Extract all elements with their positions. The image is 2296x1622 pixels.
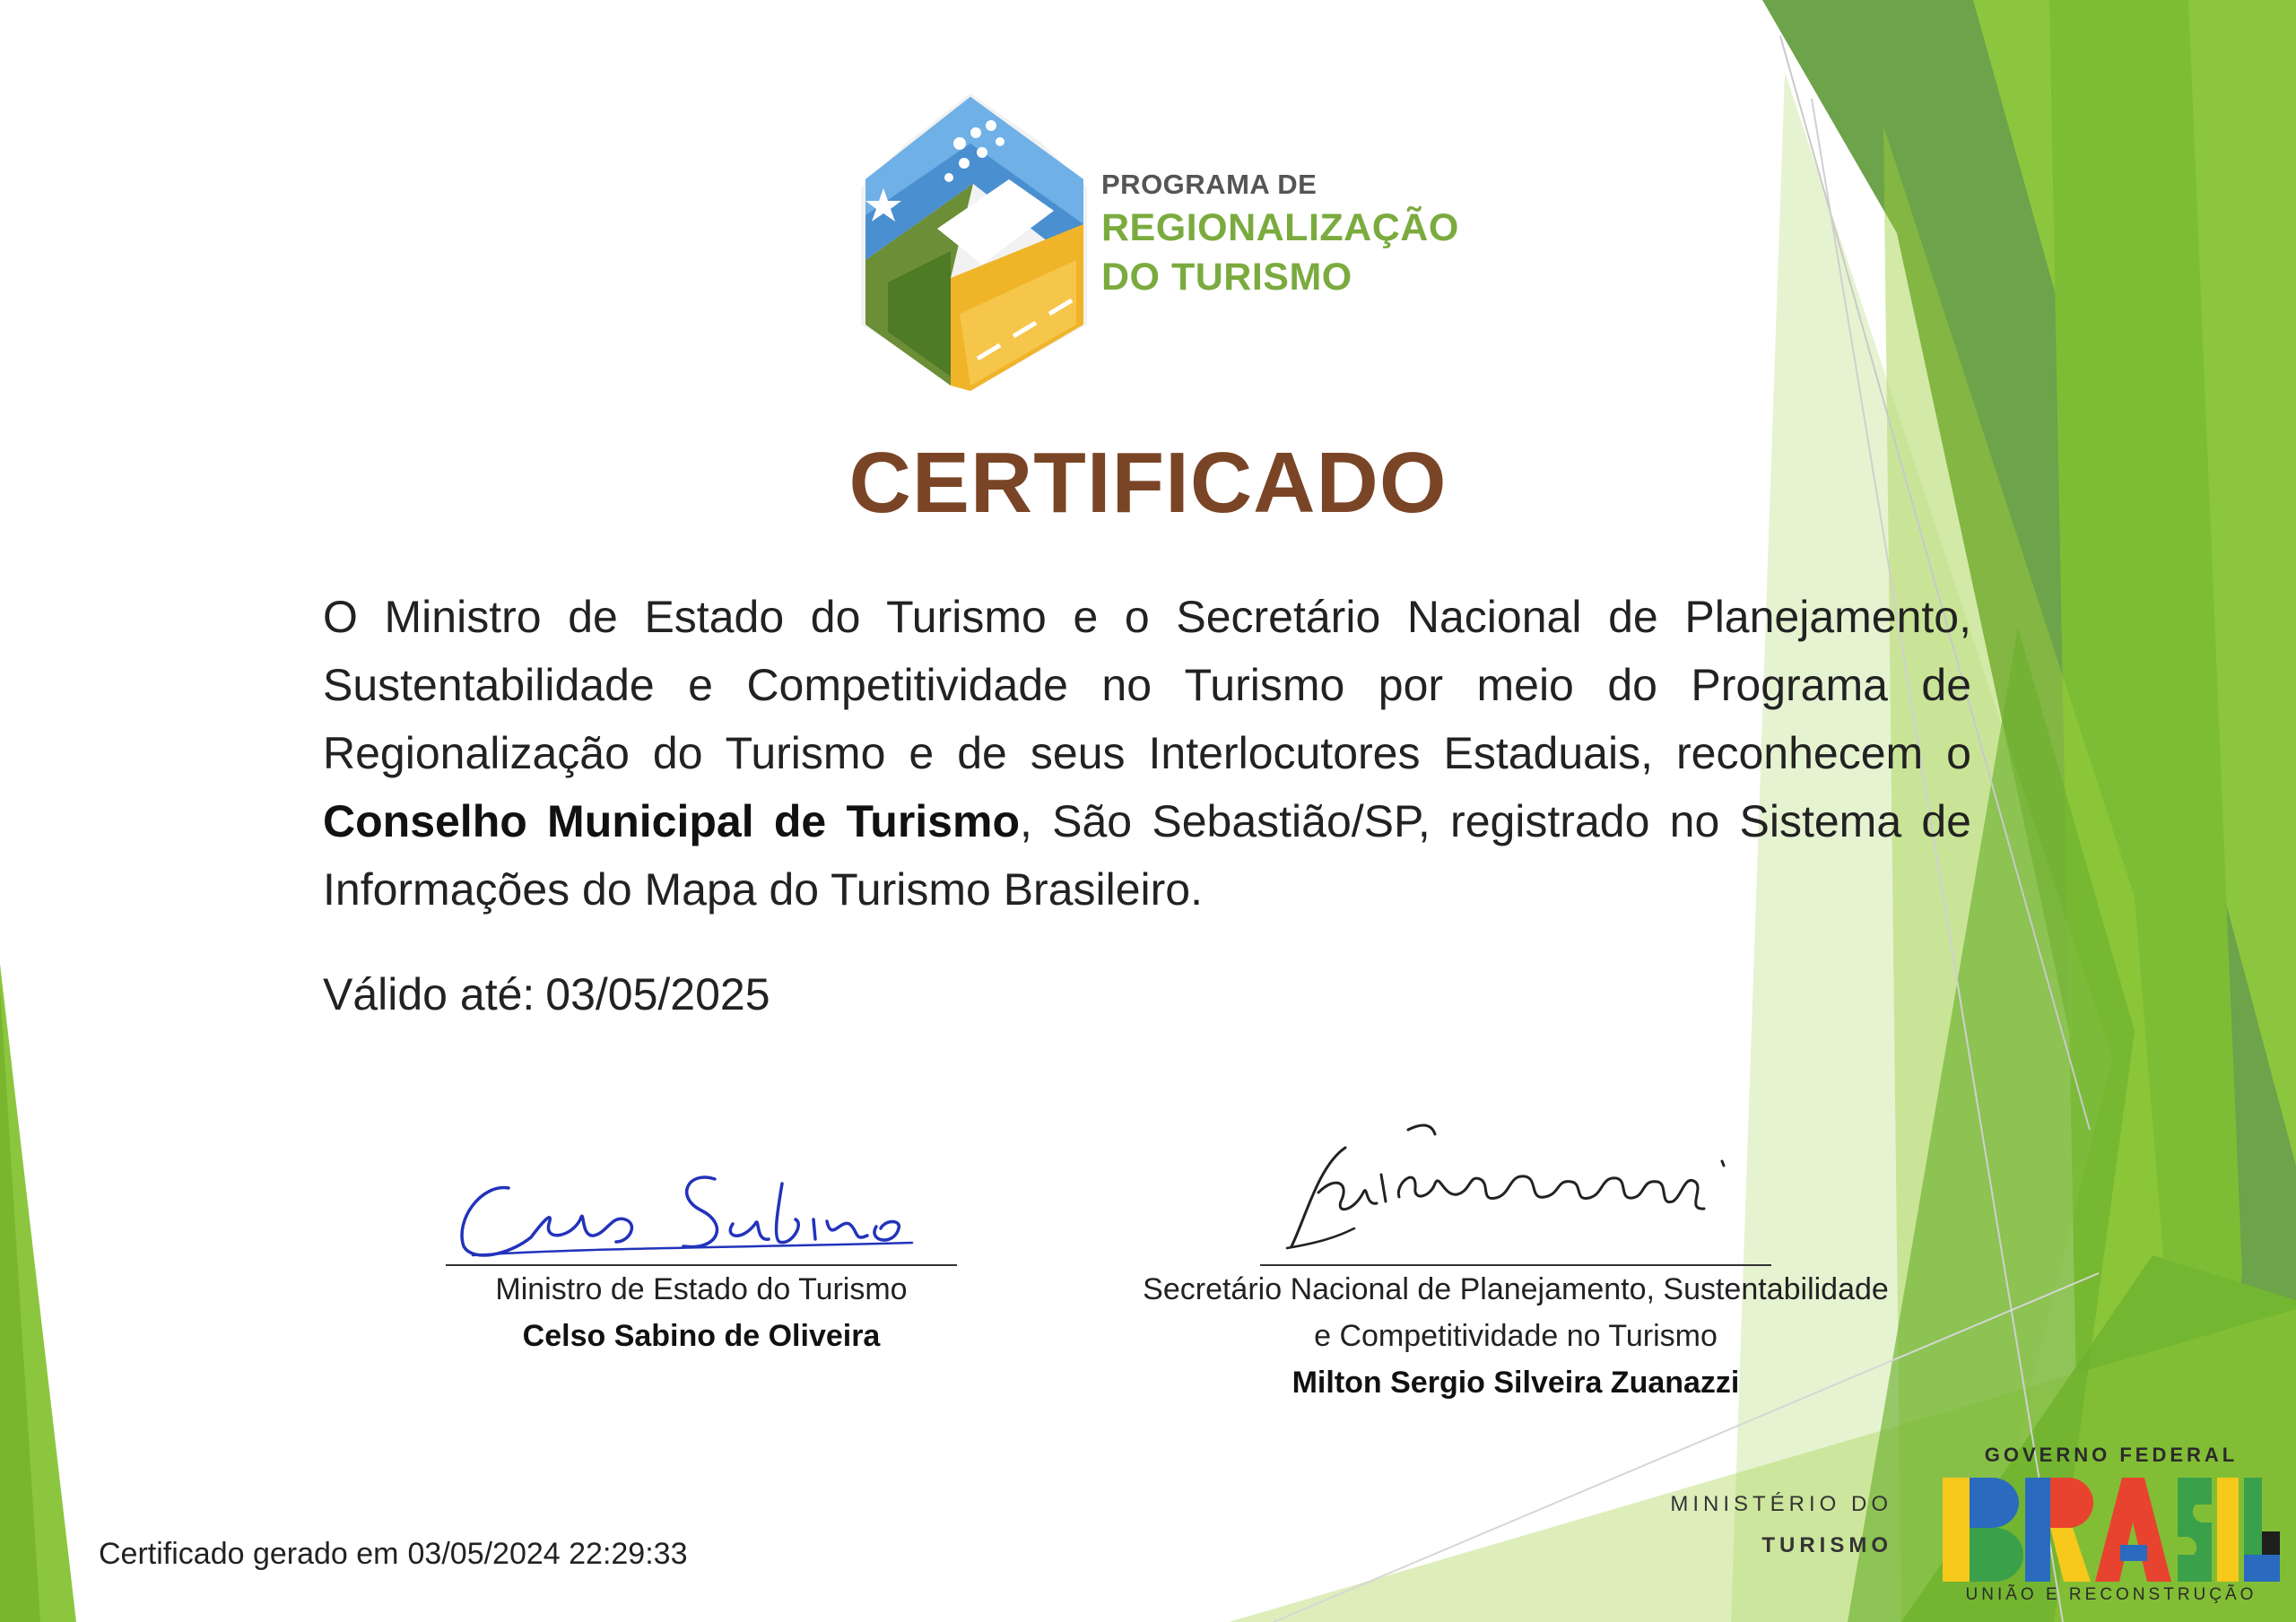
certificate-body: [323, 583, 1971, 924]
certificate-title: CERTIFICADO: [848, 435, 1448, 531]
gov-logo-top-text: GOVERNO FEDERAL: [1984, 1444, 2239, 1466]
secretary-name: Milton Sergio Silveira Zuanazzi: [1292, 1366, 1740, 1400]
validity-date: 03/05/2025: [545, 969, 770, 1019]
validity-label: Válido até:: [323, 969, 535, 1019]
ministry-line1: MINISTÉRIO DO: [1670, 1492, 1892, 1516]
federal-government-logo: [1943, 1444, 2280, 1614]
secretary-signature-block: [1103, 1112, 1928, 1406]
generated-timestamp: [99, 1537, 687, 1572]
secretary-role-line1: Secretário Nacional de Planejamento, Sustentabilidade: [1143, 1272, 1889, 1306]
logo-text-line1: PROGRAMA DE: [1101, 169, 1318, 200]
body-rest: , São Sebastião/SP, registrado no Sistema de Informações do Mapa do Turismo Brasileiro.: [323, 796, 1971, 915]
logo-text-line3: DO TURISMO: [1101, 256, 1352, 299]
secretary-role-line2: e Competitividade no Turismo: [1314, 1319, 1718, 1353]
gov-logo-bottom-text: UNIÃO E RECONSTRUÇÃO: [1965, 1585, 2257, 1604]
generated-label: Certificado gerado em: [99, 1537, 399, 1571]
generated-datetime: 03/05/2024 22:29:33: [407, 1537, 688, 1571]
regionalization-program-logo: [852, 90, 1459, 399]
secretary-handwritten-signature: [1265, 1112, 1767, 1264]
minister-signature-block: [446, 1157, 957, 1359]
minister-name: Celso Sabino de Oliveira: [522, 1319, 881, 1353]
validity-line: [323, 968, 770, 1020]
minister-role: Ministro de Estado do Turismo: [495, 1272, 908, 1306]
body-intro: O Ministro de Estado do Turismo e o Secretário Nacional de Planejamento, Sustentabilidade e Competitividade no Turismo por meio do Programa de Regionalização do Turismo e de seus Interlocutores Estaduais, reconhecem o: [323, 592, 1971, 778]
logo-text: [1101, 170, 1459, 297]
hexagon-road-stars-logo-icon: [852, 90, 1094, 399]
logo-text-line2: REGIONALIZAÇÃO: [1101, 206, 1459, 249]
minister-handwritten-signature: [446, 1157, 957, 1264]
ministry-line2: TURISMO: [1761, 1533, 1892, 1557]
ministry-of-tourism-logo: [1605, 1492, 1892, 1558]
body-entity-name: Conselho Municipal de Turismo: [323, 796, 1020, 846]
brasil-colorful-wordmark-icon: [1943, 1478, 2280, 1582]
